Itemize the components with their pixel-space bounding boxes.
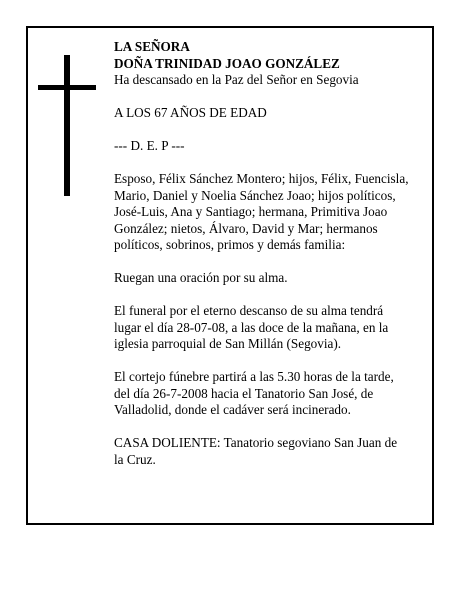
age-line: A LOS 67 AÑOS DE EDAD: [114, 105, 267, 120]
family-line: González; nietos, Álvaro, David y Mar; hermanos: [114, 220, 378, 236]
family-line: políticos, sobrinos, primos y demás familia:: [114, 237, 346, 252]
mourning-house-paragraph: [114, 435, 424, 468]
dep-line: --- D. E. P ---: [114, 138, 185, 153]
mourning-line: CASA DOLIENTE: Tanatorio segoviano San Juan de: [114, 435, 398, 450]
cortege-paragraph: [114, 369, 424, 419]
funeral-paragraph: [114, 303, 424, 353]
rest-line: Ha descansado en la Paz del Señor en Segovia: [114, 72, 359, 87]
obituary-text: [114, 39, 424, 468]
deceased-name: DOÑA TRINIDAD JOAO GONZÁLEZ: [114, 55, 340, 71]
family-line: Esposo, Félix Sánchez Montero; hijos, Félix, Fuencisla,: [114, 171, 409, 186]
cortege-line: El cortejo fúnebre partirá a las 5.30 horas de la tarde,: [114, 369, 394, 384]
cross-icon-bar: [38, 85, 96, 90]
funeral-line: El funeral por el eterno descanso de su alma tendrá: [114, 303, 384, 318]
mourning-line: la Cruz.: [114, 451, 156, 467]
family-line: José-Luis, Ana y Santiago; hermana, Primitiva Joao: [114, 204, 388, 219]
family-paragraph: [114, 171, 424, 254]
funeral-line: lugar el día 28-07-08, a las doce de la mañana, en la: [114, 319, 389, 335]
cortege-line: del día 26-7-2008 hacia el Tanatorio San José, de: [114, 385, 374, 401]
cross-icon: [64, 55, 70, 196]
title-line: LA SEÑORA: [114, 39, 190, 54]
prayer-line: Ruegan una oración por su alma.: [114, 270, 288, 285]
funeral-line: iglesia parroquial de San Millán (Segovia).: [114, 336, 342, 351]
family-line: Mario, Daniel y Noelia Sánchez Joao; hijos políticos,: [114, 187, 396, 203]
cortege-line: Valladolid, donde el cadáver será incinerado.: [114, 402, 351, 417]
